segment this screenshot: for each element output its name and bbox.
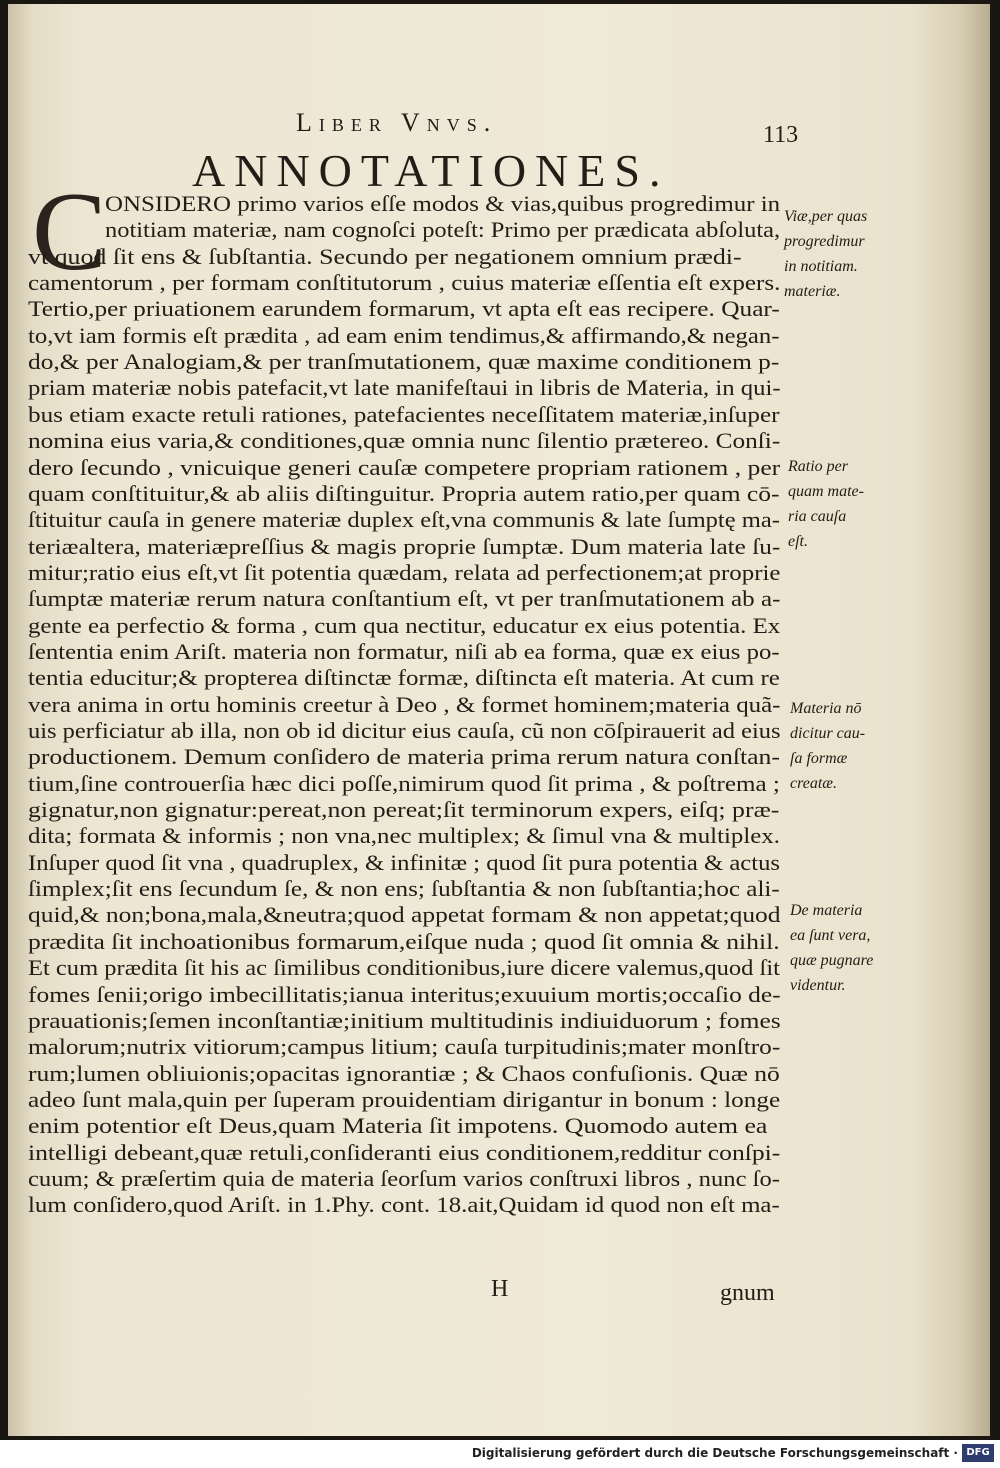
margin-note-line: Ratio per: [788, 458, 848, 475]
body-line: bus etiam exacte retuli rationes, patefacientes neceſſitatem materiæ,inſuper: [28, 401, 780, 427]
body-line: vt quod ſit ens & ſubſtantia. Secundo per negationem omnium prædi-: [28, 243, 742, 269]
margin-note-line: quam mate-: [788, 483, 864, 500]
body-line: cuum; & præſertim quia de materia ſeorſum varios conſtruxi libros , nunc ſo-: [28, 1165, 780, 1191]
body-line: dero ſecundo , vnicuique generi cauſæ competere propriam rationem , per: [28, 454, 781, 480]
body-line: quid,& non;bona,mala,&neutra;quod appetat formam & non appetat;quod: [28, 902, 781, 928]
body-line: enim potentior eſt Deus,quam Materia ſit impotens. Quomodo autem ea: [28, 1113, 768, 1139]
catchword: gnum: [720, 1280, 775, 1306]
body-line: mitur;ratio eius eſt,vt ſit potentia quædam, relata ad perfectionem;at proprie: [28, 559, 781, 585]
body-line: ONSIDERO primo varios eſſe modos & vias,quibus progredimur in: [105, 191, 781, 216]
body-line: tentia educitur;& propterea diſtinctæ formæ, diſtincta eſt materia. At cum re: [28, 665, 780, 691]
body-line: ſimplex;ſit ens ſecundum ſe, & non ens; ſubſtantia & non ſubſtantia;hoc ali-: [28, 876, 780, 902]
funding-credit: Digitalisierung gefördert durch die Deutsche Forschungsgemeinschaft ·: [471, 1446, 958, 1460]
page-number: 113: [763, 122, 799, 148]
margin-note-line: De materia: [790, 902, 863, 919]
body-line: lum conſidero,quod Ariſt. in 1.Phy. cont. 18.ait,Quidam id quod non eſt ma-: [28, 1192, 780, 1218]
body-line: prauationis;ſemen inconſtantiæ;initium multitudinis indiuiduorum ; fomes: [28, 1007, 781, 1033]
body-line: uis perficiatur ab illa, non ob id dicitur eius cauſa, cũ non cōſpirauerit ad eius: [28, 718, 781, 743]
body-line: dita; formata & informis ; non vna,nec multiplex; & ſimul vna & multiplex.: [28, 823, 780, 849]
margin-note-line: ria cauſa: [788, 508, 847, 525]
margin-note-line: quæ pugnare: [790, 952, 874, 969]
body-line: do,& per Analogiam,& per tranſmutationem, quæ maxime conditionem p-: [28, 349, 780, 375]
body-line: camentorum , per formam conſtitutorum , cuius materiæ eſſentia eſt expers.: [28, 270, 781, 296]
body-line: gente ea perfectio & forma , cum qua nectitur, educatur ex eius potentia. Ex: [28, 612, 781, 638]
body-line: adeo ſunt mala,quin per ſuperam prouidentiam dirigantur in bonum : longe: [28, 1086, 781, 1112]
body-line: Tertio,per priuationem earundem formarum, vt apta eſt eas recipere. Quar-: [28, 296, 780, 322]
body-line: ſtituitur cauſa in genere materiæ duplex eſt,vna communis & late ſumptę ma-: [28, 507, 780, 533]
dfg-logo-icon: DFG: [962, 1444, 994, 1462]
margin-note-line: Materia nō: [790, 700, 862, 717]
margin-note-line: in notitiam.: [784, 258, 858, 275]
body-line: quam conſtituitur,& ab aliis diſtinguitur. Propria autem ratio,per quam cō-: [28, 480, 780, 506]
body-line: teriæaltera, materiæpreſſius & magis proprie ſumptæ. Dum materia late ſu-: [28, 533, 781, 559]
body-line: ſumptæ materiæ rerum natura conſtantium eſt, vt per tranſmutationem ab a-: [28, 586, 781, 612]
body-line: notitiam materiæ, nam cognoſci poteſt: Primo per prædicata abſoluta,: [105, 217, 781, 243]
body-line: productionem. Demum conſidero de materia prima rerum natura conſtan-: [28, 744, 780, 770]
margin-note-line: progredimur: [784, 233, 865, 250]
margin-note-line: videntur.: [790, 977, 846, 994]
signature-mark: H: [491, 1276, 509, 1302]
body-line: to,vt iam formis eſt prædita , ad eam enim tendimus,& affirmando,& negan-: [28, 322, 780, 348]
body-line: fomes ſenii;origo imbecillitatis;ianua interitus;exuuium mortis;occaſio de-: [28, 981, 781, 1007]
body-line: intelligi debeant,quæ retuli,conſideranti eius conditionem,redditur conſpi-: [28, 1139, 781, 1165]
body-line: ſententia enim Ariſt. materia non formatur, niſi ab ea forma, quæ ex eius po-: [28, 638, 780, 664]
margin-note-ratio: [788, 454, 864, 554]
margin-note-line: dicitur cau-: [790, 725, 866, 742]
body-line: Et cum prædita ſit his ac ſimilibus conditionibus,iure dicere valemus,quod ſit: [28, 955, 780, 981]
body-line: priam materiæ nobis patefacit,vt late manifeſtaui in libris de Materia, in qui-: [28, 375, 781, 401]
margin-note-materia: [790, 696, 865, 796]
body-line: gignatur,non gignatur:pereat,non pereat;ſit terminorum expers, eiſq; præ-: [28, 797, 780, 823]
running-head: Liber Vnvs.: [296, 108, 498, 137]
body-line: Inſuper quod ſit vna , quadruplex, & infinitæ ; quod ſit pura potentia & actus: [28, 849, 781, 875]
body-line: malorum;nutrix vitiorum;campus litium; cauſa turpitudinis;mater monſtro-: [28, 1034, 781, 1060]
drop-capital: C: [32, 170, 107, 294]
margin-note-line: materiæ.: [784, 283, 841, 300]
body-line: prædita ſit inchoationibus formarum,eiſque nuda ; quod ſit omnia & nihil.: [28, 928, 780, 954]
body-line: rum;lumen obliuionis;opacitas ignorantiæ ; & Chaos confuſionis. Quæ nō: [28, 1060, 780, 1086]
section-title: ANNOTATIONES.: [192, 145, 670, 196]
margin-note-line: Viæ,per quas: [784, 208, 868, 225]
margin-note-vias: [784, 204, 867, 304]
margin-note-line: eſt.: [788, 533, 808, 550]
body-line: nomina eius varia,& conditiones,quæ omnia nunc ſilentio prætereo. Conſi-: [28, 428, 781, 454]
body-line: tium,ſine controuerſia hæc dici poſſe,nimirum quod ſit prima , & poſtrema ;: [28, 770, 780, 796]
margin-note-line: ea ſunt vera,: [790, 927, 871, 944]
margin-note-line: creatæ.: [790, 775, 837, 792]
margin-note-line: ſa formæ: [790, 750, 848, 767]
book-page: [8, 4, 990, 1436]
margin-note-de-materia: [790, 898, 873, 998]
body-line: vera anima in ortu hominis creetur à Deo , & formet hominem;materia quã-: [28, 691, 781, 717]
